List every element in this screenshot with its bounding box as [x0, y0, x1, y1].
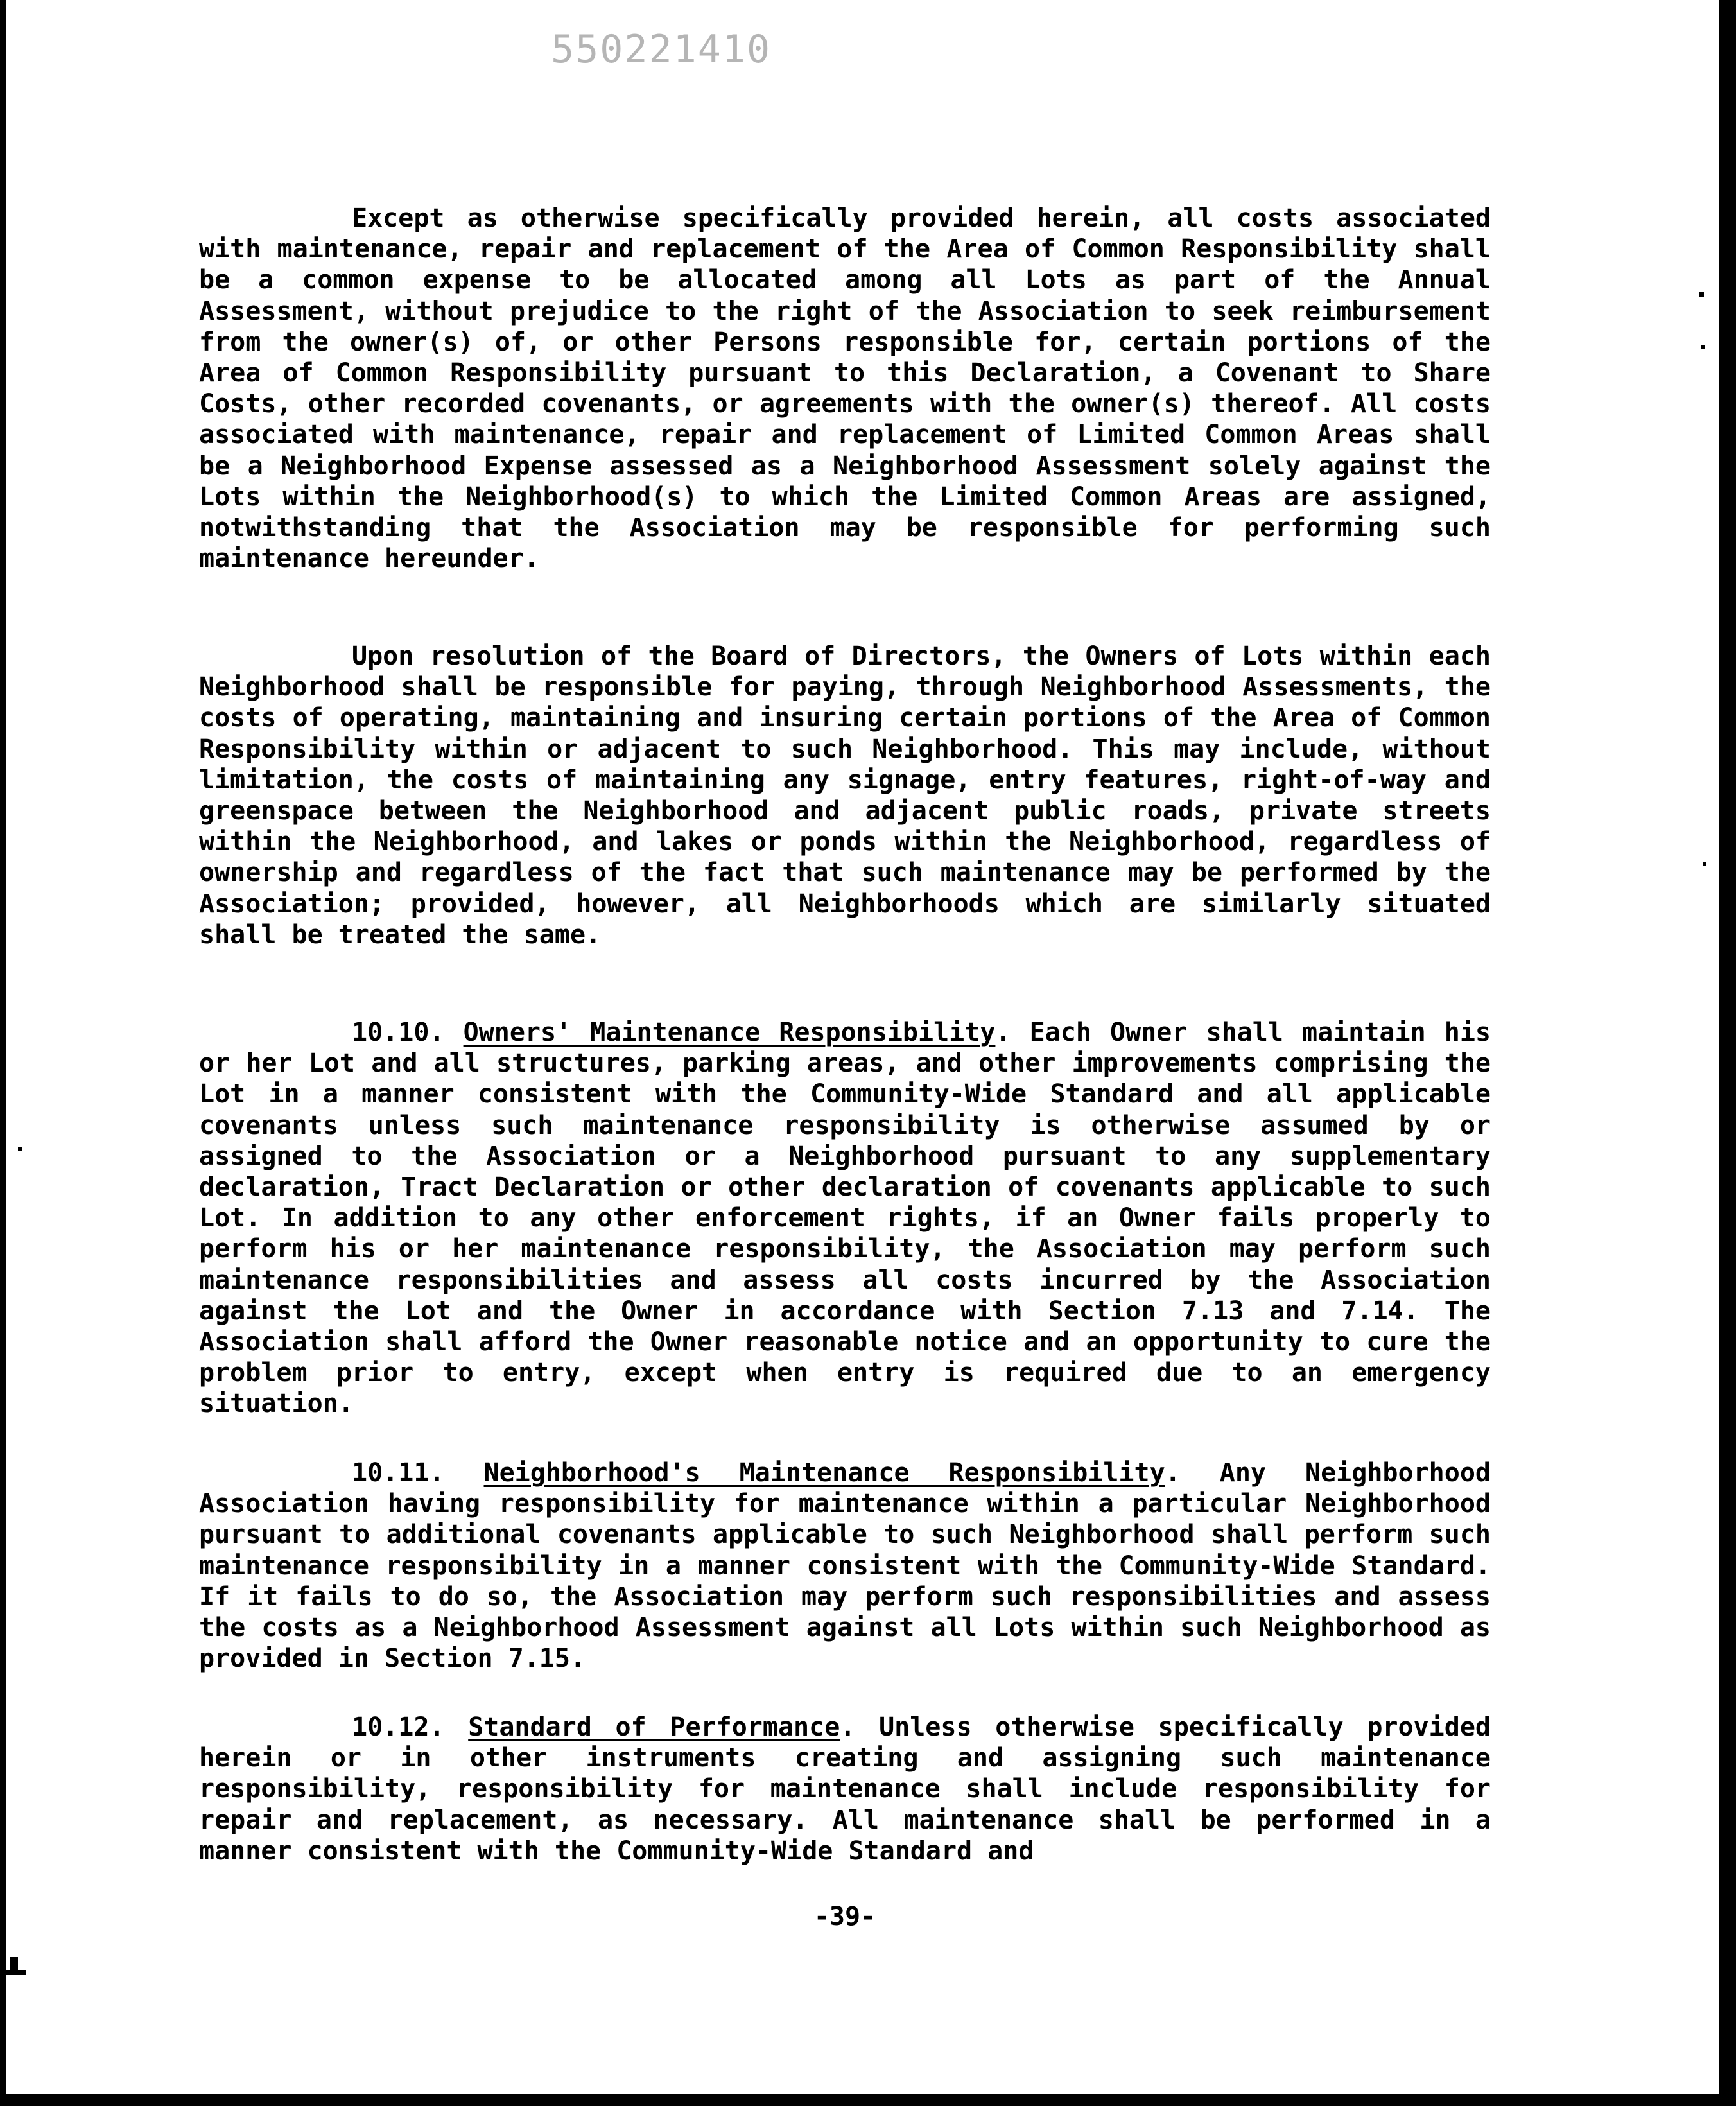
paragraph-text: Except as otherwise specifically provided herein, all costs associated with maintenance, repair and replacement of the Area of Common Responsibility shall be a common expense to be allocated among all Lots as part of the Annual Assessment, without prejudice to the right of the Association to seek reimbursement from the owner(s) of, or other Persons responsible for, certain portions of the Area of Common Responsibility pursuant to this Declaration, a Covenant to Share Costs, other recorded covenants, or agreements with the owner(s) thereof. All costs associated with maintenance, repair and replacement of Limited Common Areas shall be a Neighborhood Expense assessed as a Neighborhood Assessment solely against the Lots within the Neighborhood(s) to which the Limited Common Areas are assigned, notwithstanding that the Association may be responsible for performing such maintenance hereunder.	[199, 204, 1491, 574]
section-number: 10.12.	[352, 1712, 445, 1742]
scan-speck	[6, 1970, 26, 1975]
paragraph-text: Upon resolution of the Board of Directors, the Owners of Lots within each Neighborhood shall be responsible for paying, through Neighborhood Assessments, the costs of operating, maintaining and insuring certain portions of the Area of Common Responsibility within or adjacent to such Neighborhood. This may include, without limitation, the costs of maintaining any signage, entry features, right-of-way and greenspace between the Neighborhood and adjacent public roads, private streets within the Neighborhood, and lakes or ponds within the Neighborhood, regardless of ownership and regardless of the fact that such maintenance may be performed by the Association; provided, however, all Neighborhoods which are similarly situated shall be treated the same.	[199, 641, 1491, 950]
section-10-12: 10.12. Standard of Performance. Unless otherwise specifically provided herein or in other instruments creating and assigning such maintenance responsibility, responsibility for maintenance shall include responsibility for repair and replacement, as necessary. All maintenance shall be performed in a manner consistent with the Community-Wide Standard and	[199, 1712, 1491, 1866]
scan-speck	[1701, 345, 1705, 349]
section-heading: Owners' Maintenance Responsibility	[463, 1018, 996, 1047]
section-heading: Standard of Performance	[468, 1712, 840, 1742]
scan-speck	[18, 1147, 22, 1151]
section-10-10: 10.10. Owners' Maintenance Responsibility. Each Owner shall maintain his or her Lot and all structures, parking areas, and other improvements comprising the Lot in a manner consistent with the Community-Wide Standard and all applicable covenants unless such maintenance responsibility is otherwise assumed by or assigned to the Association or a Neighborhood pursuant to any supplementary declaration, Tract Declaration or other declaration of covenants applicable to such Lot. In addition to any other enforcement rights, if an Owner fails properly to perform his or her maintenance responsibility, the Association may perform such maintenance responsibilities and assess all costs incurred by the Association against the Lot and the Owner in accordance with Section 7.13 and 7.14. The Association shall afford the Owner reasonable notice and an opportunity to cure the problem prior to entry, except when entry is required due to an emergency situation.	[199, 1018, 1491, 1419]
section-number: 10.10.	[352, 1018, 445, 1047]
paragraph-common-expense	[199, 203, 1491, 574]
section-text: Unless otherwise specifically provided herein or in other instruments creating and assigning such maintenance responsibility, responsibility for maintenance shall include responsibility for repair and replacement, as necessary. All maintenance shall be performed in a manner consistent with the Community-Wide Standard and	[199, 1712, 1491, 1866]
page-number: -39-	[813, 1902, 876, 1931]
scan-speck	[1699, 292, 1704, 297]
section-number: 10.11.	[352, 1458, 445, 1488]
scan-speck	[1703, 862, 1706, 866]
section-text: Any Neighborhood Association having responsibility for maintenance within a particular Neighborhood pursuant to additional covenants applicable to such Neighborhood shall perform such maintenance responsibility in a manner consistent with the Community-Wide Standard. If it fails to do so, the Association may perform such responsibilities and assess the costs as a Neighborhood Assessment against all Lots within such Neighborhood as provided in Section 7.15.	[199, 1458, 1491, 1674]
section-text: Each Owner shall maintain his or her Lot and all structures, parking areas, and other improvements comprising the Lot in a manner consistent with the Community-Wide Standard and all applicable covenants unless such maintenance responsibility is otherwise assumed by or assigned to the Association or a Neighborhood pursuant to any supplementary declaration, Tract Declaration or other declaration of covenants applicable to such Lot. In addition to any other enforcement rights, if an Owner fails properly to perform his or her maintenance responsibility, the Association may perform such maintenance responsibilities and assess all costs incurred by the Association against the Lot and the Owner in accordance with Section 7.13 and 7.14. The Association shall afford the Owner reasonable notice and an opportunity to cure the problem prior to entry, except when entry is required due to an emergency situation.	[199, 1018, 1491, 1419]
section-heading: Neighborhood's Maintenance Responsibility	[483, 1458, 1165, 1488]
section-10-11: 10.11. Neighborhood's Maintenance Responsibility. Any Neighborhood Association having responsibility for maintenance within a particular Neighborhood pursuant to additional covenants applicable to such Neighborhood shall perform such maintenance responsibility in a manner consistent with the Community-Wide Standard. If it fails to do so, the Association may perform such responsibilities and assess the costs as a Neighborhood Assessment against all Lots within such Neighborhood as provided in Section 7.15.	[199, 1458, 1491, 1674]
paragraph-neighborhood-assessments	[199, 641, 1491, 950]
document-page	[6, 0, 1719, 2094]
document-stamp-number: 550221410	[551, 27, 772, 72]
